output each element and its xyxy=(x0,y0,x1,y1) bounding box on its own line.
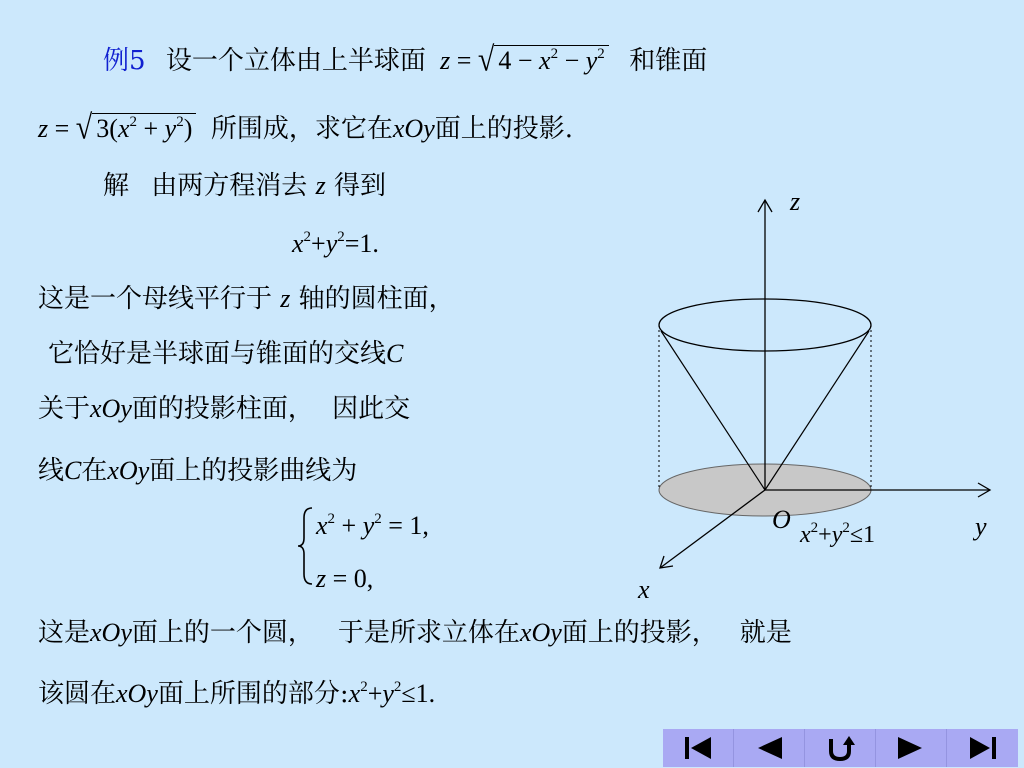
return-button[interactable] xyxy=(805,729,876,767)
slide-navigation xyxy=(663,729,1018,767)
example-line-1 xyxy=(103,40,708,79)
system-eq-1: $x^2 + y^2 = 1$, xyxy=(316,511,429,540)
solution-line-3: 这是一个母线平行于 z 轴的圆柱面， xyxy=(38,284,455,314)
sphere-equation: z = √ $4 - x^2 - y^2$ xyxy=(440,46,615,75)
y-axis-label: y xyxy=(975,512,987,541)
next-slide-button[interactable] xyxy=(876,729,947,767)
cone-right-line xyxy=(765,331,869,490)
solution-line-1 xyxy=(103,170,386,202)
solution-line-5: 关于xOy面的投影柱面， 因此交 xyxy=(38,394,411,424)
cylinder-equation: $x^2+y^2=1$. xyxy=(292,229,379,258)
solution-z: z xyxy=(315,171,326,200)
cone-cylinder-diagram xyxy=(630,185,1010,605)
first-slide-button[interactable] xyxy=(663,729,734,767)
x-axis-label: x xyxy=(638,575,650,604)
example-text-1: 设一个立体由上半球面 xyxy=(165,46,426,76)
cone-equation: z = √ $3(x^2 + y^2)$ xyxy=(38,114,203,143)
solution-line-6: 线C在xOy面上的投影曲线为 xyxy=(38,456,358,486)
solution-p5c: 就是 xyxy=(739,618,792,648)
z-axis-label: z xyxy=(790,187,801,216)
solution-label: 解 xyxy=(103,171,130,201)
system-eq-2: z = 0, xyxy=(316,564,374,593)
example-text-3: 所围成，求它在xOy面上的投影. xyxy=(210,114,574,144)
solution-p1: 这是一个母线平行于 xyxy=(38,284,273,314)
cone-left-line xyxy=(661,331,765,490)
solution-text-1: 由两方程消去 xyxy=(151,171,308,201)
return-icon xyxy=(823,733,857,763)
region-label: $x^2+y^2\le 1$ xyxy=(800,520,876,548)
solution-p3b: 因此交 xyxy=(332,394,411,424)
last-icon xyxy=(966,735,1000,761)
solution-p1b: 轴的圆柱面， xyxy=(298,284,455,314)
prev-slide-button[interactable] xyxy=(734,729,805,767)
last-slide-button[interactable] xyxy=(947,729,1018,767)
prev-icon xyxy=(752,735,786,761)
brace-icon xyxy=(296,506,316,586)
solution-text-2: 得到 xyxy=(333,171,386,201)
solution-line-7: 这是xOy面上的一个圆， 于是所求立体在xOy面上的投影， 就是 xyxy=(38,618,792,648)
origin-label: O xyxy=(772,505,791,534)
first-icon xyxy=(681,735,715,761)
example-text-2: 和锥面 xyxy=(629,46,708,76)
next-icon xyxy=(894,735,928,761)
solution-line-4: 它恰好是半球面与锥面的交线C xyxy=(48,339,404,369)
example-line-2 xyxy=(38,108,574,147)
solution-line-8: 该圆在xOy面上所围的部分$:x^2+y^2\le 1$. xyxy=(38,679,436,709)
example-label: 例5 xyxy=(103,46,146,76)
